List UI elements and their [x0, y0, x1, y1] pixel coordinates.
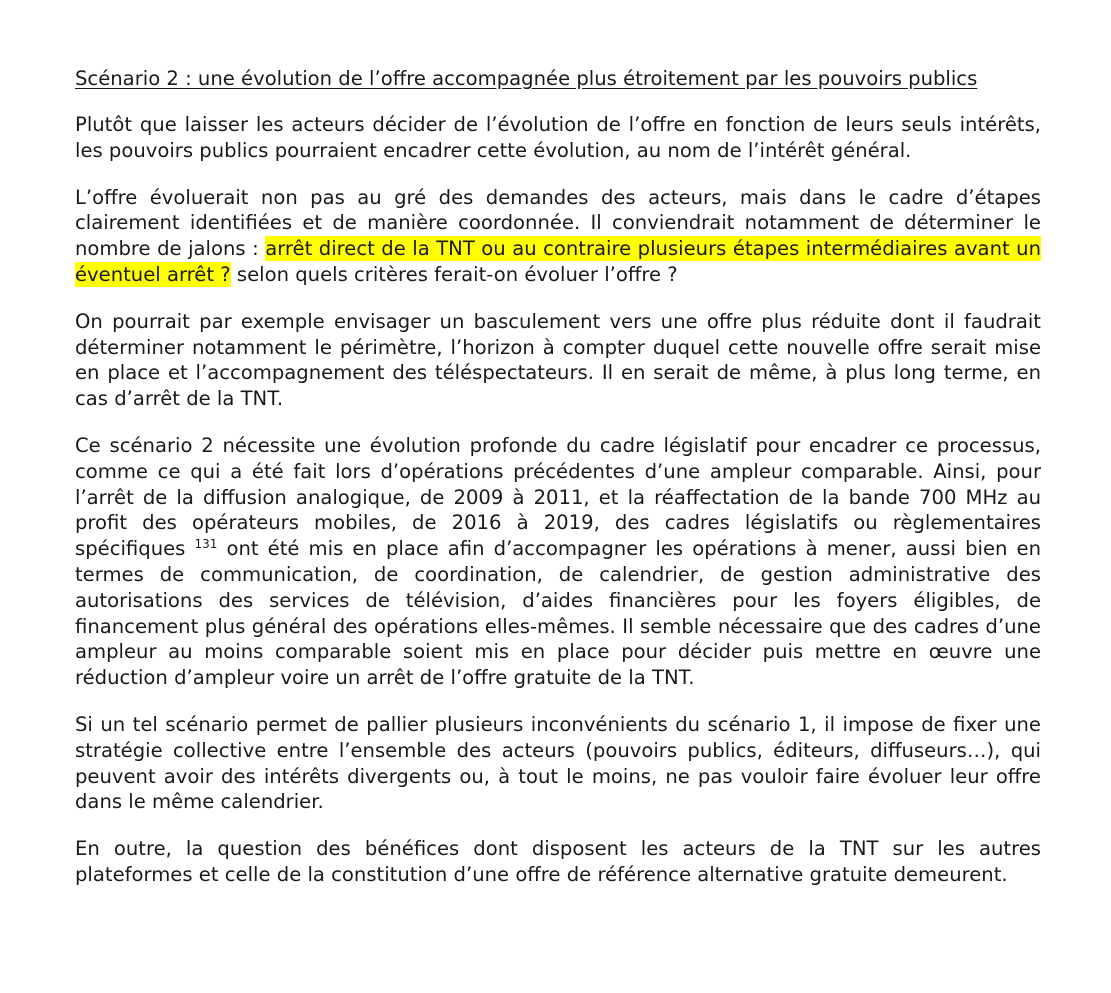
paragraph-5: Si un tel scénario permet de pallier plusieurs inconvénients du scénario 1, il impose de fixer une stratégie collective entre l’ensemble des acteurs (pouvoirs publics, éditeurs, diffuseurs…), qui peuvent avoir des intérêts divergents ou, à tout le moins, ne pas vouloir faire évoluer leur offre dans le même calendrier.	[75, 712, 1041, 814]
paragraph-2-text-start: L’offre évoluerait non pas au gré des demandes des acteurs, mais dans le cadre d’étapes clairement identifiées et de manière coordonnée. Il conviendrait notamment de déterminer le nombre de jalons :	[75, 185, 1041, 261]
paragraph-6: En outre, la question des bénéfices dont disposent les acteurs de la TNT sur les autres plateformes et celle de la constitution d’une offre de référence alternative gratuite demeurent.	[75, 837, 1041, 886]
paragraph-1: Plutôt que laisser les acteurs décider de l’évolution de l’offre en fonction de leurs seuls intérêts, les pouvoirs publics pourraient encadrer cette évolution, au nom de l’intérêt général.	[75, 113, 1041, 162]
paragraph-3: On pourrait par exemple envisager un basculement vers une offre plus réduite dont il faudrait déterminer notamment le périmètre, l’horizon à compter duquel cette nouvelle offre serait mise en place et l’accompagnement des téléspectateurs. Il en serait de même, à plus long terme, en cas d’arrêt de la TNT.	[75, 309, 1041, 411]
section-heading: Scénario 2 : une évolution de l’offre accompagnée plus étroitement par les pouvoirs publics	[75, 67, 978, 90]
paragraph-4-text-end: ont été mis en place afin d’accompagner les opérations à mener, aussi bien en termes de communication, de coordination, de calendrier, de gestion administrative des autorisations des services de télévision, d’aides financières pour les foyers éligibles, de financement plus général des opérations elles-mêmes. Il semble nécessaire que des cadres d’une ampleur au moins comparable soient mis en place pour décider puis mettre en œuvre une réduction d’ampleur voire un arrêt de l’offre gratuite de la TNT.	[75, 537, 1042, 690]
document-page	[75, 66, 1041, 909]
paragraph-2-text-end: selon quels critères ferait-on évoluer l’offre ?	[230, 262, 678, 286]
paragraph-2	[75, 185, 1041, 288]
highlighted-text: arrêt direct de la TNT ou au contraire plusieurs étapes intermédiaires avant un éventuel arrêt ?	[75, 237, 1041, 286]
paragraph-4	[75, 433, 1041, 691]
footnote-reference[interactable]: 131	[194, 537, 218, 552]
paragraph-4-text-start: Ce scénario 2 nécessite une évolution profonde du cadre législatif pour encadrer ce processus, comme ce qui a été fait lors d’opérations précédentes d’une ampleur comparable. Ainsi, pour l’arrêt de la diffusion analogique, de 2009 à 2011, et la réaffectation de la bande 700 MHz au profit des opérateurs mobiles, de 2016 à 2019, des cadres législatifs ou règlementaires spécifiques	[75, 433, 1041, 561]
